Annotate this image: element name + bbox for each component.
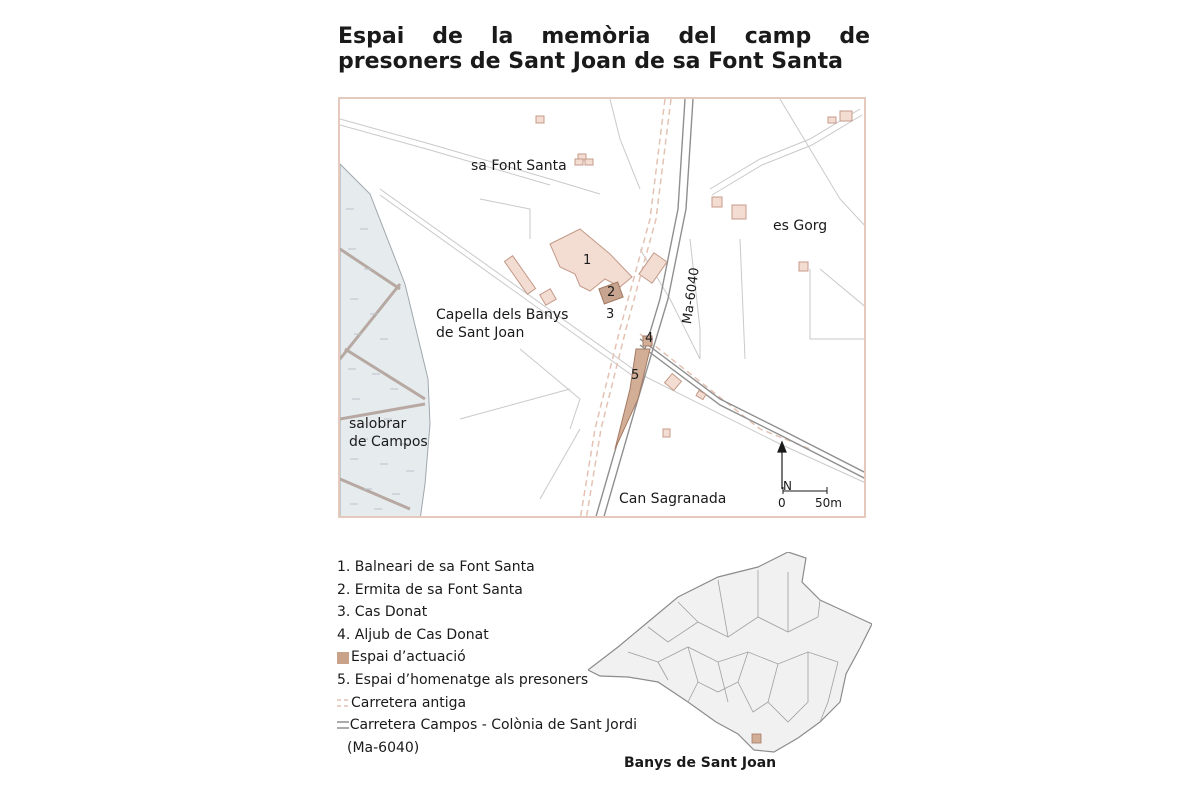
legend-text: Carretera Campos - Colònia de Sant Jordi [349,717,637,734]
label-salobrar-2: de Campos [349,434,428,450]
label-sa-font-santa: sa Font Santa [471,158,567,174]
inset-label: Banys de Sant Joan [624,755,777,771]
legend-text: Espai d’actuació [351,649,466,666]
legend-text: 1. Balneari de sa Font Santa [337,559,535,575]
legend-text: 4. Aljub de Cas Donat [337,626,489,643]
north-label: N [783,479,792,493]
label-capella-1: Capella dels Banys [436,307,569,323]
marker-1: 1 [583,253,592,268]
main-road-swatch [337,719,349,731]
old-road-swatch [337,697,350,709]
scale-zero: 0 [778,496,786,510]
wetland-area [340,164,430,518]
location-marker [752,734,761,743]
map-frame [338,97,866,518]
homenatge-area [615,349,650,449]
main-road [595,99,866,518]
map-title: Espai de la memòria del camp de presoners de Sant Joan de sa Font Santa [338,24,870,74]
marker-4: 4 [645,331,654,346]
legend-text: Carretera antiga [351,694,467,711]
label-capella-2: de Sant Joan [436,325,525,341]
label-salobrar-1: salobrar [349,416,407,432]
building-east [639,253,667,283]
island-outline [588,552,872,752]
legend-text: (Ma-6040) [347,739,420,756]
scale-distance: 50m [815,496,842,510]
map-canvas [340,99,866,518]
action-swatch [337,652,349,664]
island-inset-map [588,552,872,757]
marker-3: 3 [606,307,615,322]
label-road: Ma-6040 [680,266,703,326]
label-es-gorg: es Gorg [773,218,828,234]
legend-text: 5. Espai d’homenatge als presoners [337,671,589,688]
legend-text: 2. Ermita de sa Font Santa [337,581,523,598]
marker-2: 2 [607,285,616,300]
marker-5: 5 [631,368,640,383]
legend-text: 3. Cas Donat [337,604,428,621]
label-can-sagranada: Can Sagranada [619,491,727,507]
